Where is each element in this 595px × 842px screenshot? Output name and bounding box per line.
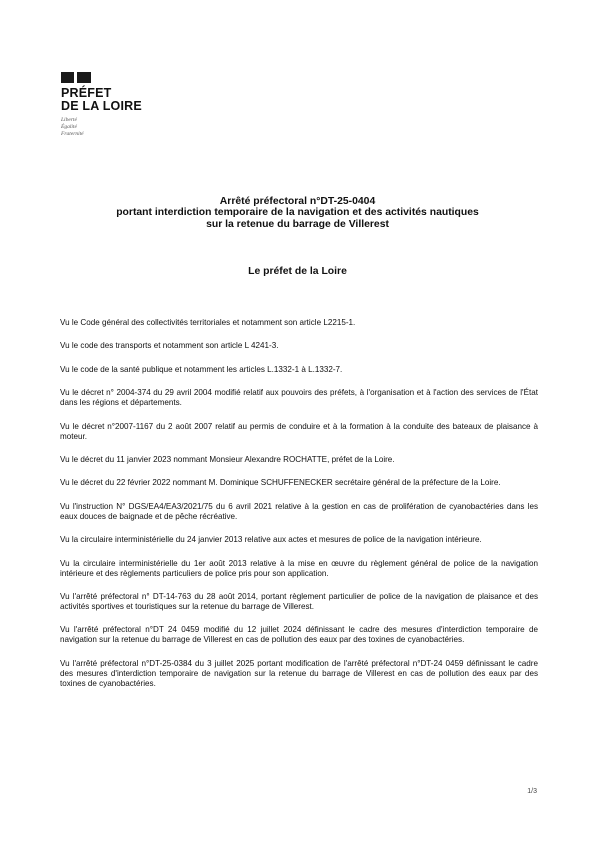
recital-item: Vu l'arrêté préfectoral n° DT-14-763 du 28 août 2014, portant règlement particulier de police de la navigation de plaisance et des activités sportives et touristiques sur la retenue du barrage de Villerest. (60, 591, 538, 611)
recital-item: Vu l'arrêté préfectoral n°DT 24 0459 modifié du 12 juillet 2024 définissant le cadre des mesures d'interdiction temporaire de navigation sur la retenue du barrage de Villerest en cas de pollution des eaux par des toxines de cyanobactéries. (60, 625, 538, 645)
logo-title-line-1: PRÉFET (61, 86, 112, 100)
republic-motto (61, 117, 142, 138)
recital-item: Vu le code des transports et notamment son article L 4241-3. (60, 341, 279, 351)
recital-item: Vu le Code général des collectivités territoriales et notamment son article L2215-1. (60, 318, 356, 327)
logo-title-line-2: DE LA LOIRE (61, 99, 142, 113)
prefecture-logo (61, 72, 142, 138)
recitals-list (60, 318, 538, 702)
signatory-heading: Le préfet de la Loire (248, 266, 347, 277)
motto-liberte: Liberté (61, 117, 77, 123)
recital-item: Vu le décret n°2007-1167 du 2 août 2007 relatif au permis de conduire et à la formation à la conduite des bateaux de plaisance à moteur. (60, 421, 538, 441)
recital-item: Vu le décret du 11 janvier 2023 nommant Monsieur Alexandre ROCHATTE, préfet de la Loire. (60, 454, 395, 464)
decree-title (60, 196, 535, 230)
decree-subject-line-2: sur la retenue du barrage de Villerest (206, 218, 389, 230)
marianne-emblem-icon (61, 72, 142, 83)
motto-fraternite: Fraternité (61, 131, 84, 137)
recital-item: Vu la circulaire interministérielle du 24 janvier 2013 relative aux actes et mesures de police de la navigation intérieure. (60, 535, 482, 545)
recital-item: Vu le décret n° 2004-374 du 29 avril 2004 modifié relatif aux pouvoirs des préfets, à l'organisation et à l'action des services de l'État dans les régions et départements. (60, 388, 538, 408)
decree-number: Arrêté préfectoral n°DT-25-0404 (219, 196, 376, 207)
recital-item: Vu le code de la santé publique et notamment les articles L.1332-1 à L.1332-7. (60, 364, 343, 374)
motto-egalite: Égalité (61, 124, 77, 130)
decree-subject-line-1: portant interdiction temporaire de la navigation et des activités nautiques (116, 207, 479, 219)
recital-item: Vu le décret du 22 février 2022 nommant M. Dominique SCHUFFENECKER secrétaire général de la préfecture de la Loire. (60, 478, 501, 488)
recital-item: Vu l'arrêté préfectoral n°DT-25-0384 du 3 juillet 2025 portant modification de l'arrêté préfectoral n°DT-24 0459 définissant le cadre des mesures d'interdiction temporaire de navigation sur la retenue du barrage de Villerest en cas de pollution des eaux par des toxines de cyanobactéries. (60, 658, 538, 688)
page-number: 1/3 (527, 788, 537, 795)
recital-item: Vu l'instruction N° DGS/EA4/EA3/2021/75 du 6 avril 2021 relative à la gestion en cas de prolifération de cyanobactéries dans les eaux douces de baignade et de pêche récréative. (60, 501, 538, 521)
recital-item: Vu la circulaire interministérielle du 1er août 2013 relative à la mise en œuvre du règlement général de police de la navigation intérieure et des règlements particuliers de police pris pour son application. (60, 558, 538, 578)
